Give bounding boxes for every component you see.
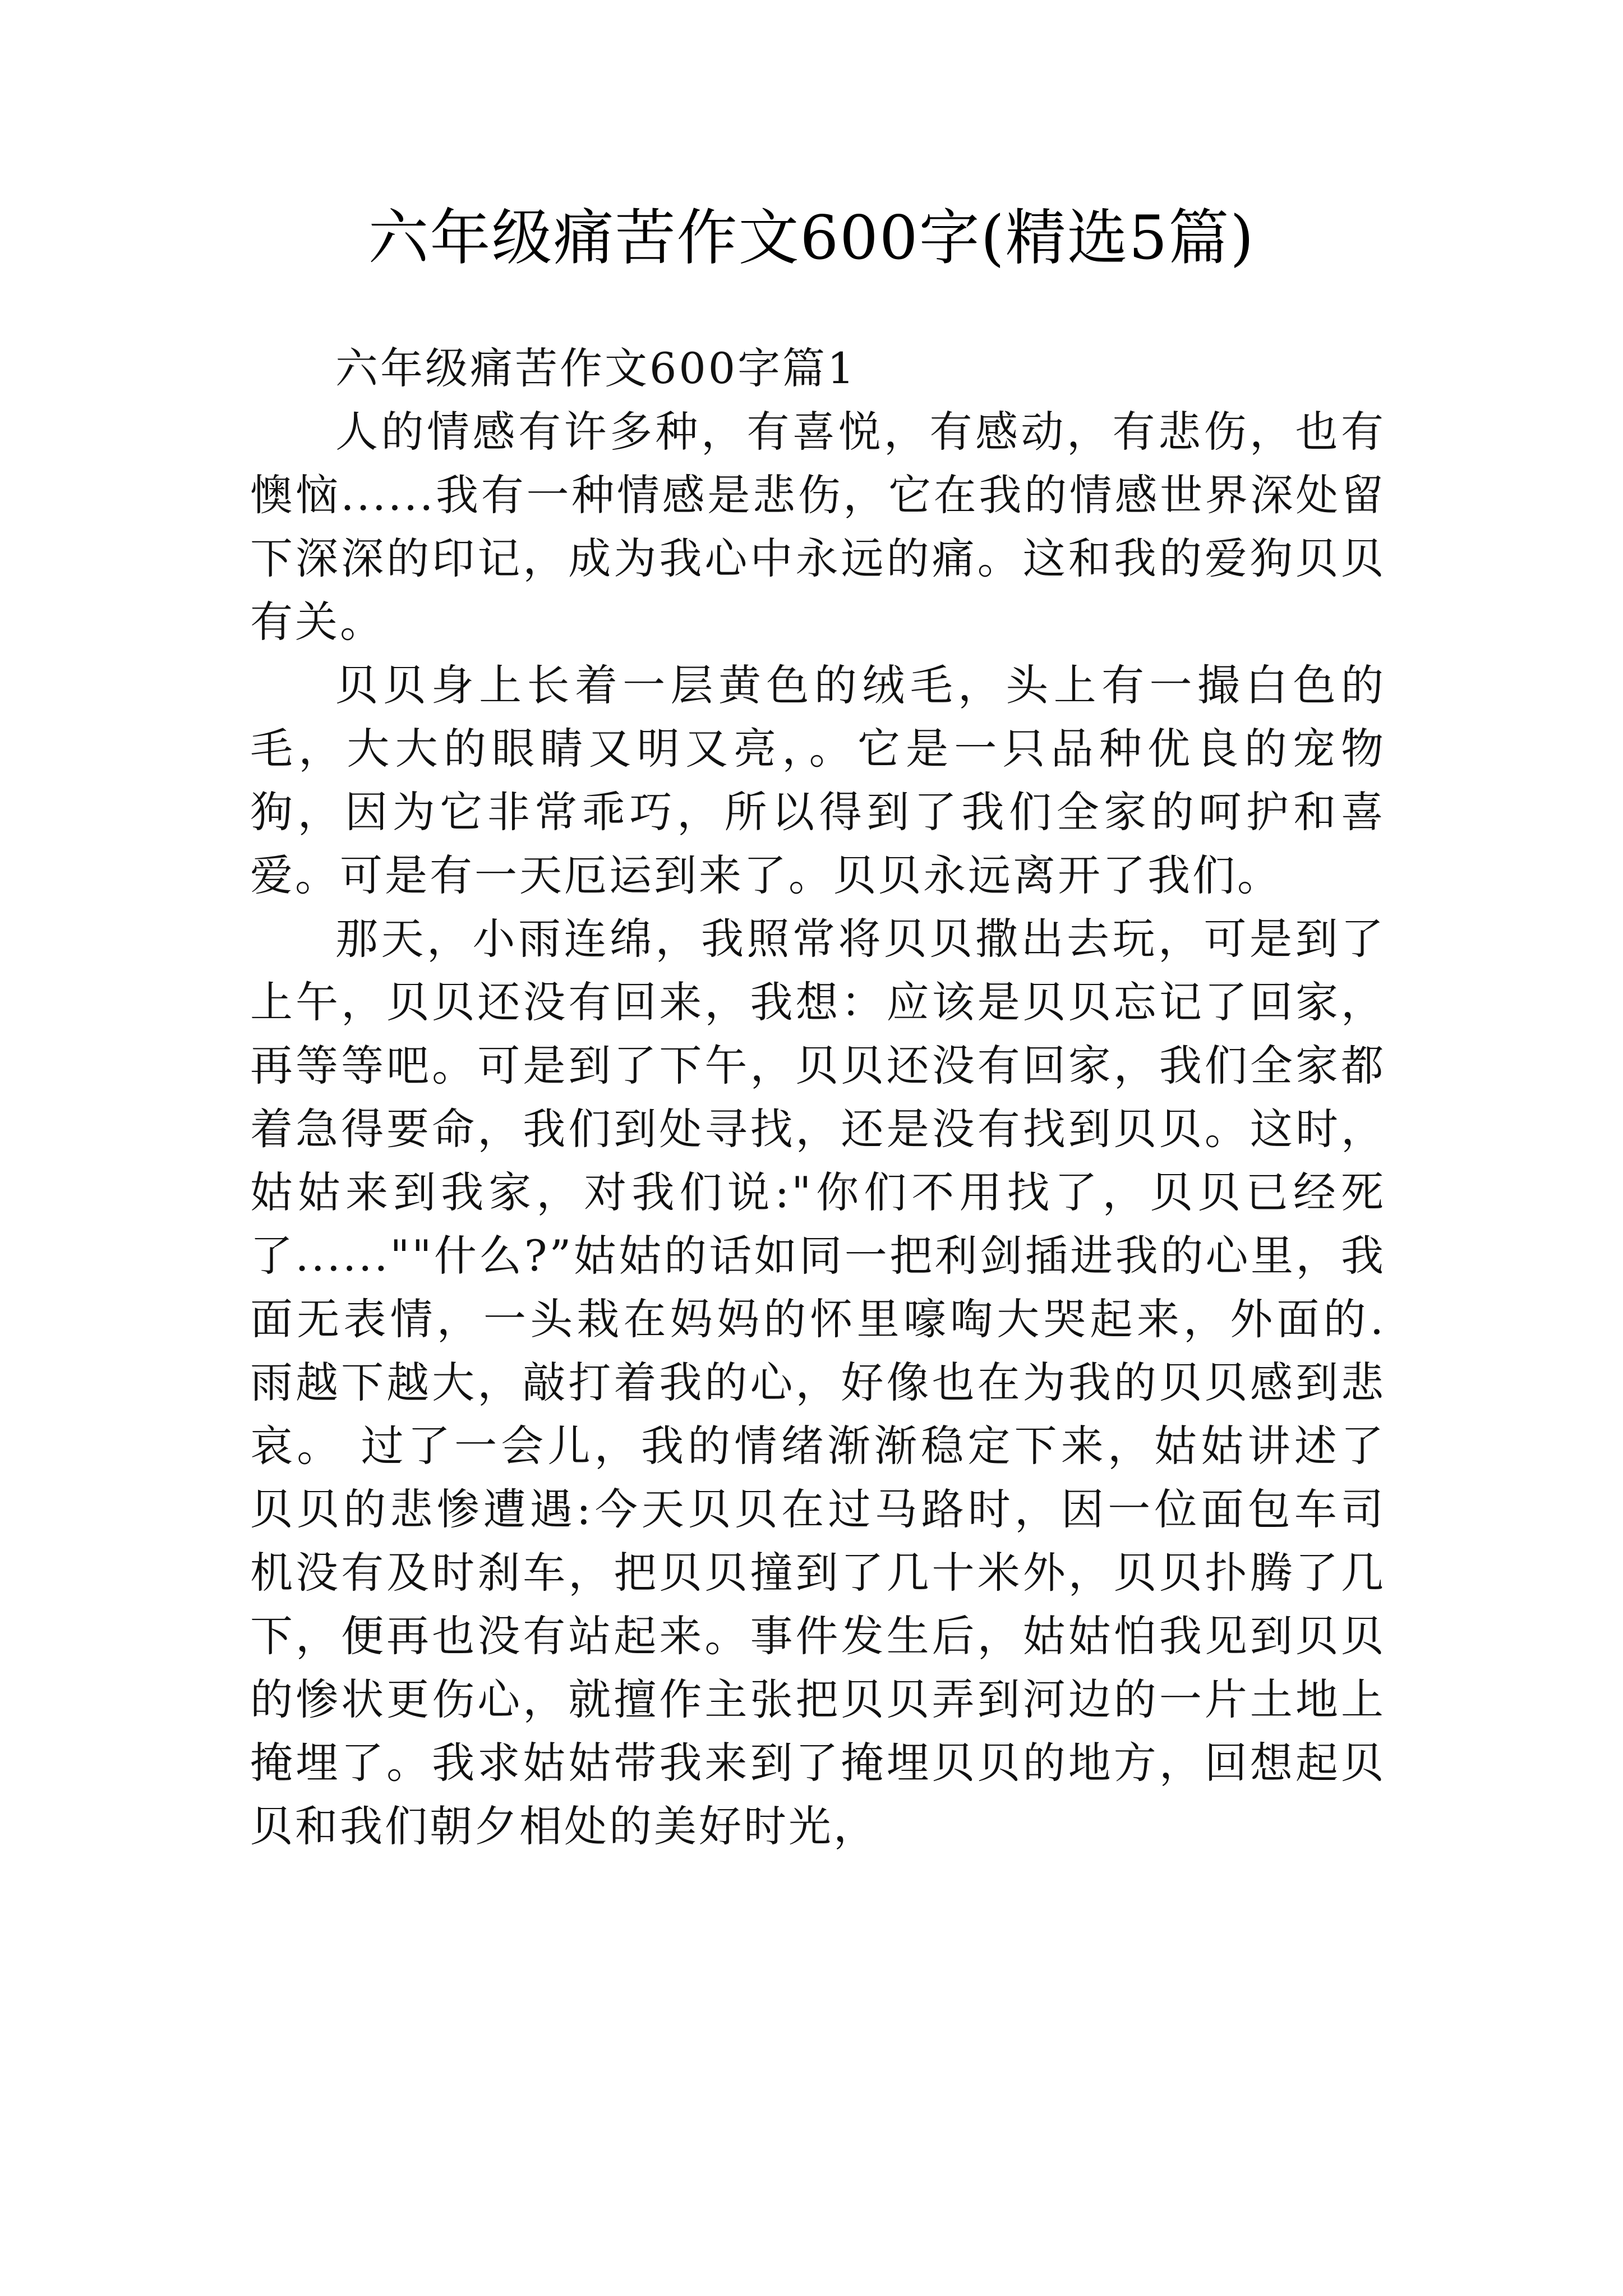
document-body (250, 337, 1386, 1858)
paragraph-1: 人的情感有许多种，有喜悦，有感动，有悲伤，也有懊恼......我有一种情感是悲伤，它在我的情感世界深处留下深深的印记，成为我心中永远的痛。这和我的爱狗贝贝有关。 (250, 407, 1386, 647)
document-title: 六年级痛苦作文600字(精选5篇) (368, 203, 1255, 273)
section-heading: 六年级痛苦作文600字篇1 (335, 343, 857, 393)
paragraph-2: 贝贝身上长着一层黄色的绒毛，头上有一撮白色的毛，大大的眼睛又明又亮，。它是一只品种优良的宠物狗，因为它非常乖巧，所以得到了我们全家的呵护和喜爱。可是有一天厄运到来了。贝贝永远离开了我们。 (250, 660, 1386, 900)
paragraph-3: 那天，小雨连绵，我照常将贝贝撒出去玩，可是到了上午，贝贝还没有回来，我想：应该是贝贝忘记了回家，再等等吧。可是到了下午，贝贝还没有回家，我们全家都着急得要命，我们到处寻找，还是没有找到贝贝。这时，姑姑来到我家，对我们说:"你们不用找了，贝贝已经死了......""什么?”姑姑的话如同一把利剑插进我的心里，我面无表情，一头栽在妈妈的怀里嚎啕大哭起来，外面的.雨越下越大，敲打着我的心，好像也在为我的贝贝感到悲哀。 过了一会儿，我的情绪渐渐稳定下来，姑姑讲述了贝贝的悲惨遭遇:今天贝贝在过马路时，因一位面包车司机没有及时刹车，把贝贝撞到了几十米外，贝贝扑腾了几下，便再也没有站起来。事件发生后，姑姑怕我见到贝贝的惨状更伤心，就擅作主张把贝贝弄到河边的一片土地上掩埋了。我求姑姑带我来到了掩埋贝贝的地方，回想起贝贝和我们朝夕相处的美好时光， (250, 914, 1386, 1851)
